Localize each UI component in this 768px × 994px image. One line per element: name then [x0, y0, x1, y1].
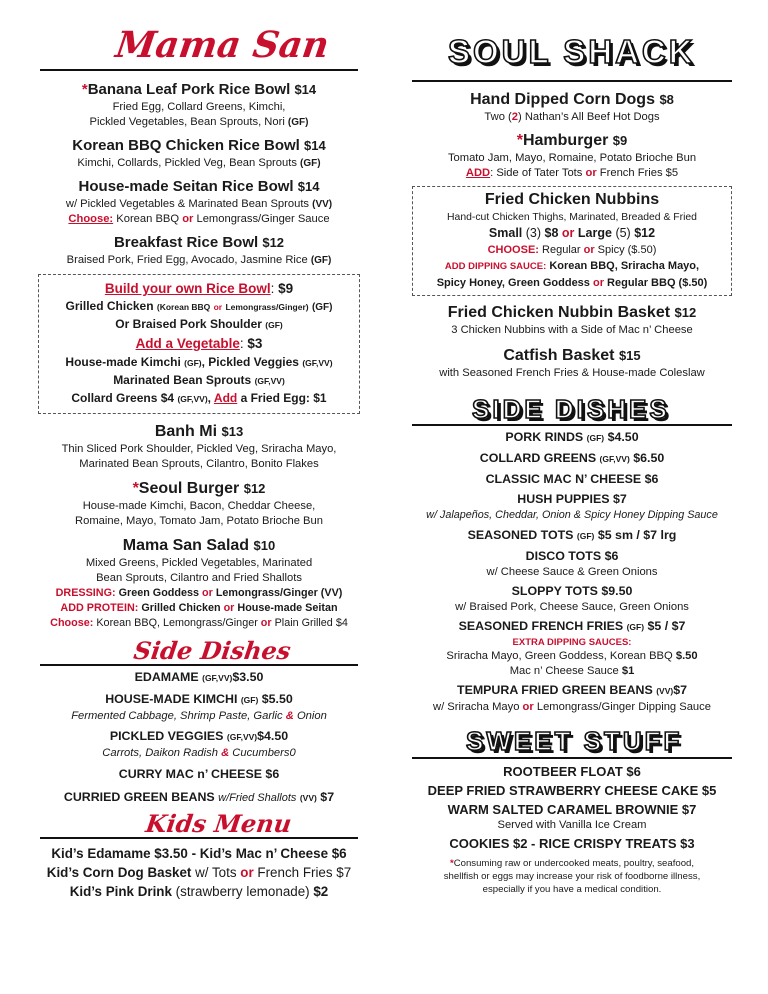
- sweet-list: ROOTBEER FLOAT $6 DEEP FRIED STRAWBERRY CHEESE CAKE $5 WARM SALTED CARAMEL BROWNIE $7 Served with Vanilla Ice Cream COOKIES $2 - RICE CRISPY TREATS $3: [427, 764, 717, 851]
- soul-shack-title: SOUL SHACK: [448, 33, 696, 70]
- kids-list: Kid’s Edamame $3.50 - Kid’s Mac n’ Cheese $6 Kid’s Corn Dog Basket w/ Tots or French Fries $7 Kid’s Pink Drink (strawberry lemonade) $2: [46, 846, 352, 899]
- soul-shack-rule: [412, 80, 732, 82]
- catfish-name: Catfish Basket: [503, 347, 615, 364]
- disclaimer: *Consuming raw or undercooked meats, poultry, seafood, shellfish or eggs may increase your risk of foodborne illness, especially if you have a medical condition.: [443, 858, 701, 895]
- corn-dogs-name: Hand Dipped Corn Dogs: [470, 91, 655, 108]
- soul-shack-header: [412, 0, 732, 80]
- banana-leaf-name: Banana Leaf Pork Rice Bowl: [87, 81, 291, 98]
- sweet-stuff-header: [412, 715, 732, 757]
- korean-bbq-item: Korean BBQ Chicken Rice Bowl $14 Kimchi, Collards, Pickled Veg, Bean Sprouts (GF): [72, 137, 326, 169]
- breakfast-item: Breakfast Rice Bowl $12 Braised Pork, Fried Egg, Avocado, Jasmine Rice (GF): [66, 234, 332, 266]
- nubbin-basket-item: Fried Chicken Nubbin Basket $12 3 Chicken Nubbins with a Side of Mac n’ Cheese: [447, 304, 697, 336]
- sweet-stuff-title: SWEET STUFF: [466, 726, 683, 756]
- seitan-name: House-made Seitan Rice Bowl: [78, 178, 294, 195]
- soul-shack-column: [412, 0, 732, 896]
- banana-leaf-item: *Banana Leaf Pork Rice Bowl $14 Fried Egg, Collard Greens, Kimchi, Pickled Vegetables, Bean Sprouts, Nori (GF): [81, 81, 317, 128]
- mama-san-salad-item: Mama San Salad $10 Mixed Greens, Pickled Vegetables, Marinated Bean Sprouts, Cilantro and Fried Shallots DRESSING: Green Goddess or Lemongrass/Ginger (VV) ADD PROTEIN: Grilled Chicken or House-made Seitan Choose: Korean BBQ, Lemongrass/Ginger or Plain Grilled $4: [50, 537, 348, 629]
- banh-mi-name: Banh Mi: [154, 423, 218, 440]
- seoul-burger-name: Seoul Burger: [138, 480, 240, 497]
- breakfast-name: Breakfast Rice Bowl: [113, 234, 259, 251]
- mama-san-column: [38, 0, 360, 901]
- seoul-burger-item: *Seoul Burger $12 House-made Kimchi, Bacon, Cheddar Cheese, Romaine, Mayo, Tomato Jam, Potato Brioche Bun: [75, 480, 323, 527]
- hamburger-name: Hamburger: [522, 132, 609, 149]
- build-bowl-box: Build your own Rice Bowl: $9 Grilled Chicken (Korean BBQ or Lemongrass/Ginger) (GF) Or Braised Pork Shoulder (GF) Add a Vegetable: $3 House-made Kimchi (GF), Pickled Veggies (GF,VV) Marinated Bean Sprouts (GF,VV) Collard Greens $4 (GF,VV), Add a Fried Egg: $1: [38, 274, 360, 414]
- seitan-item: House-made Seitan Rice Bowl $14 w/ Pickled Vegetables & Marinated Bean Sprouts (VV) Choose: Korean BBQ or Lemongrass/Ginger Sauce: [65, 178, 333, 225]
- hamburger-item: *Hamburger $9 Tomato Jam, Mayo, Romaine, Potato Brioche Bun ADD: Side of Tater Tots or French Fries $5: [447, 132, 697, 179]
- nubbins-title: Fried Chicken Nubbins: [484, 191, 660, 208]
- add-vegetable-title: Add a Vegetable: [135, 336, 240, 351]
- nubbins-box: Fried Chicken Nubbins Hand-cut Chicken Thighs, Marinated, Breaded & Fried Small (3) $8 or Large (5) $12 CHOOSE: Regular or Spicy ($.50) ADD DIPPING SAUCE: Korean BBQ, Sriracha Mayo, Spicy Honey, Green Goddess or Regular BBQ ($.50): [412, 186, 732, 296]
- nubbin-basket-name: Fried Chicken Nubbin Basket: [447, 304, 671, 321]
- banh-mi-item: Banh Mi $13 Thin Sliced Pork Shoulder, Pickled Veg, Sriracha Mayo, Marinated Bean Sprouts, Cilantro, Bonito Flakes: [61, 423, 337, 470]
- right-sides-list: PORK RINDS (GF) $4.50 COLLARD GREENS (GF,VV) $6.50 CLASSIC MAC N’ CHEESE $6 HUSH PUPPIES $7 w/ Jalapeños, Cheddar, Onion & Spicy Honey Dipping Sauce SEASONED TOTS (GF) $5 sm / $7 lrg DISCO TOTS $6 w/ Cheese Sauce & Green Onions SLOPPY TOTS $9.50 w/ Braised Pork, Cheese Sauce, Green Onions SEASONED FRENCH FRIES (GF) $5 / $7 EXTRA DIPPING SAUCES: Sriracha Mayo, Green Goddess, Korean BBQ $.50 Mac n’ Cheese Sauce $1 TEMPURA FRIED GREEN BEANS (VV)$7 w/ Sriracha Mayo or Lemongrass/Ginger Dipping Sauce: [426, 430, 718, 713]
- mama-san-title: Mama San: [113, 24, 332, 66]
- catfish-item: Catfish Basket $15 with Seasoned French Fries & House-made Coleslaw: [439, 347, 705, 379]
- side-dishes-header: [38, 634, 360, 664]
- side-dishes-title: Side Dishes: [131, 636, 293, 665]
- sweet-rule: [412, 757, 732, 759]
- mama-san-header: [38, 0, 360, 70]
- kids-menu-title: Kids Menu: [143, 809, 294, 838]
- soul-side-dishes-header: [412, 381, 732, 424]
- salad-name: Mama San Salad: [122, 537, 250, 554]
- corn-dogs-item: Hand Dipped Corn Dogs $8 Two (2) Nathan’s All Beef Hot Dogs: [470, 91, 674, 123]
- build-bowl-title: Build your own Rice Bowl: [104, 281, 271, 296]
- kids-menu-header: [38, 807, 360, 837]
- soul-side-dishes-title: SIDE DISHES: [472, 394, 670, 424]
- korean-bbq-name: Korean BBQ Chicken Rice Bowl: [72, 137, 300, 154]
- left-sides-list: EDAMAME (GF,VV)$3.50 HOUSE-MADE KIMCHI (GF) $5.50 Fermented Cabbage, Shrimp Paste, Garlic & Onion PICKLED VEGGIES (GF,VV)$4.50 Carrots, Daikon Radish & Cucumbers0 CURRY MAC n’ CHEESE $6 CURRIED GREEN BEANS w/Fried Shallots (VV) $7: [63, 670, 335, 804]
